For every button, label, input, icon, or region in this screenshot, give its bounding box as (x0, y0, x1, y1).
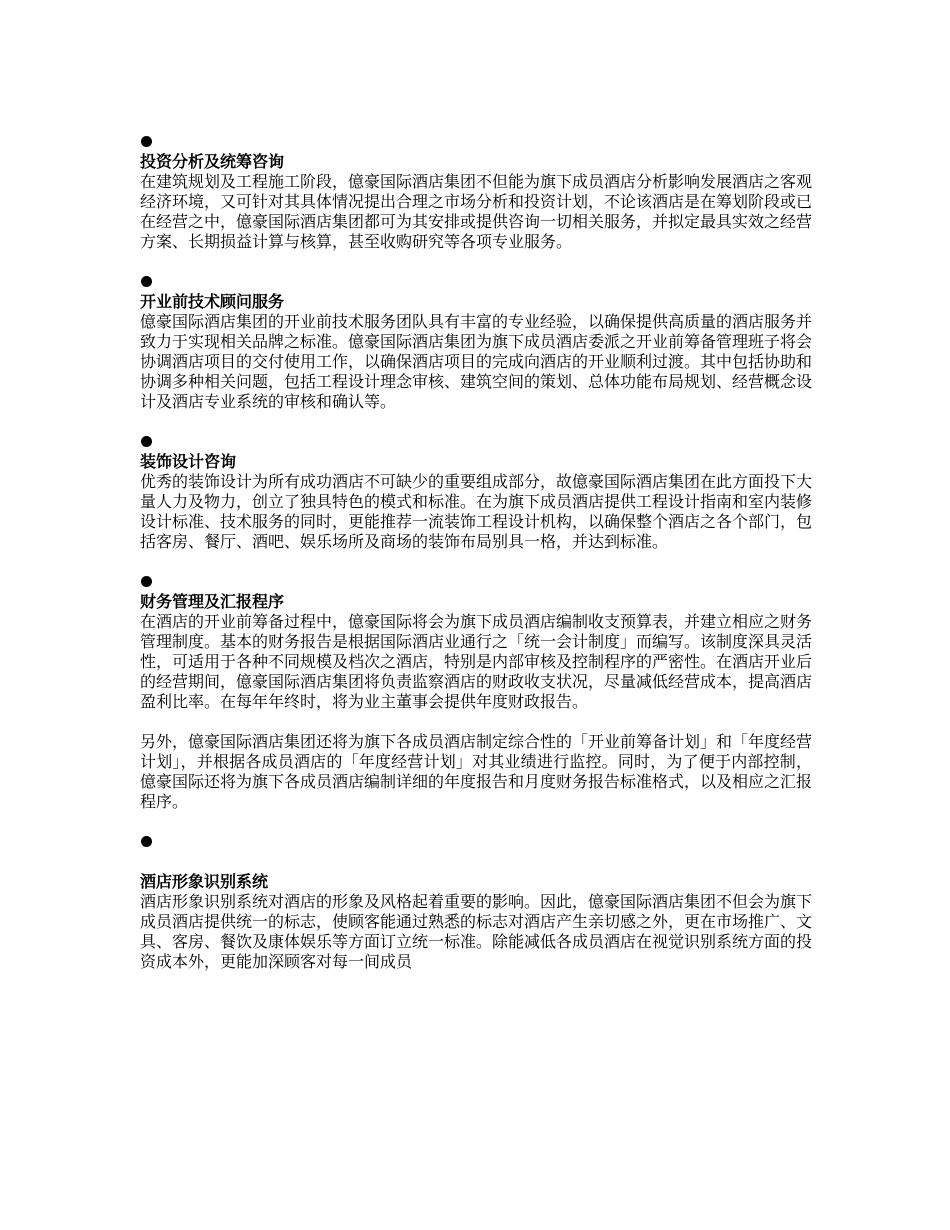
bullet-icon (141, 136, 152, 147)
section-paragraph: 在酒店的开业前筹备过程中，億豪国际将会为旗下成员酒店编制收支预算表，并建立相应之财务管理制度。基本的财务报告是根据国际酒店业通行之「统一会计制度」而编写。该制度深具灵活性，可适用于各种不同规模及档次之酒店，特别是内部审核及控制程序的严密性。在酒店开业后的经营期间，億豪国际酒店集团将负责监察酒店的财政收支状况，尽量减低经营成本，提高酒店盈利比率。在每年年终时，将为业主董事会提供年度财政报告。 (140, 612, 813, 711)
section-preopening-technical (140, 276, 812, 412)
section-heading: 开业前技术顾问服务 (140, 292, 285, 311)
section-heading: 投资分析及统筹咨询 (140, 152, 285, 171)
bullet-icon (141, 836, 152, 847)
section-decoration-design (140, 436, 812, 552)
section-heading: 装饰设计咨询 (140, 452, 237, 471)
section-paragraph: 酒店形象识别系统对酒店的形象及风格起着重要的影响。因此，億豪国际酒店集团不但会为旗下成员酒店提供统一的标志，使顾客能通过熟悉的标志对酒店产生亲切感之外，更在市场推广、文具、客房、餐饮及康体娱乐等方面订立统一标准。除能减低各成员酒店在视觉识别系统方面的投资成本外，更能加深顾客对每一间成员 (140, 892, 813, 971)
section-paragraph: 优秀的装饰设计为所有成功酒店不可缺少的重要组成部分，故億豪国际酒店集团在此方面投下大量人力及物力，创立了独具特色的模式和标准。在为旗下成员酒店提供工程设计指南和室内装修设计标准、技术服务的同时，更能推荐一流装饰工程设计机构，以确保整个酒店之各个部门，包括客房、餐厅、酒吧、娱乐场所及商场的装饰布局别具一格，并达到标准。 (140, 472, 813, 551)
section-hotel-identity-system (140, 836, 812, 972)
section-financial-management (140, 576, 812, 812)
section-investment-analysis (140, 136, 812, 252)
section-paragraph: 在建筑规划及工程施工阶段，億豪国际酒店集团不但能为旗下成员酒店分析影响发展酒店之客观经济环境，又可针对其具体情况提出合理之市场分析和投资计划，不论该酒店是在筹划阶段或已在经营之中，億豪国际酒店集团都可为其安排或提供咨询一切相关服务，并拟定最具实效之经营方案、长期损益计算与核算，甚至收购研究等各项专业服务。 (140, 172, 813, 251)
bullet-icon (141, 576, 152, 587)
bullet-icon (141, 436, 152, 447)
section-paragraph: 億豪国际酒店集团的开业前技术服务团队具有丰富的专业经验，以确保提供高质量的酒店服务并致力于实现相关品牌之标准。億豪国际酒店集团为旗下成员酒店委派之开业前筹备管理班子将会协调酒店项目的交付使用工作，以确保酒店项目的完成向酒店的开业顺利过渡。其中包括协助和协调多种相关问题，包括工程设计理念审核、建筑空间的策划、总体功能布局规划、经营概念设计及酒店专业系统的审核和确认等。 (140, 312, 813, 411)
section-heading: 财务管理及汇报程序 (140, 592, 285, 611)
section-paragraph: 另外，億豪国际酒店集团还将为旗下各成员酒店制定综合性的「开业前筹备计划」和「年度经营计划」，并根据各成员酒店的「年度经营计划」对其业绩进行监控。同时，为了便于内部控制，億豪国际还将为旗下各成员酒店编制详细的年度报告和月度财务报告标准格式，以及相应之汇报程序。 (140, 732, 813, 811)
section-heading: 酒店形象识别系统 (140, 872, 269, 891)
bullet-icon (141, 276, 152, 287)
document-page (140, 136, 812, 972)
